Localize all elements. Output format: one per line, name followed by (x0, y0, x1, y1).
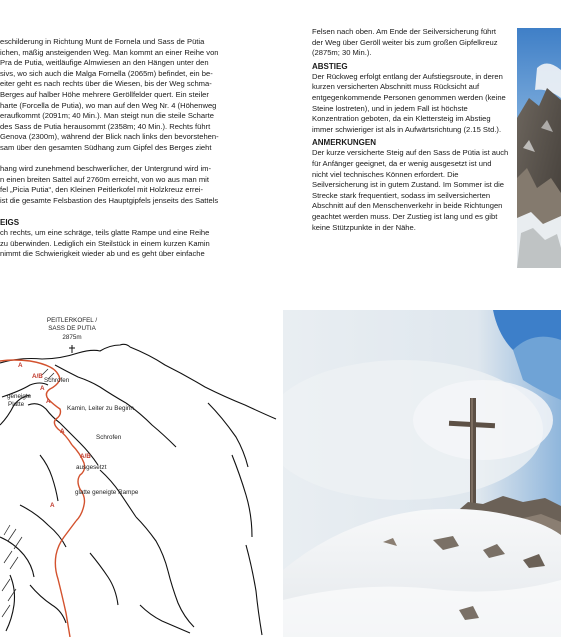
grade-label: A/B (32, 373, 43, 380)
feature-label-rampe: glatte geneigte Rampe (75, 489, 139, 496)
feature-label-geneigte: geneigte (7, 393, 32, 400)
feature-label-schrofen: Schrofen (44, 377, 70, 384)
text-line: fel „Picia Putia“, den Kleinen Peitlerkofel mit Holzkreuz errei- (0, 185, 204, 195)
text-line: Berges auf halber Höhe mehrere Geröllfelder quert. Ein steiler (0, 89, 209, 99)
text-line: n einen breiten Sattel auf 2760m erreicht, von wo aus man mit (0, 174, 209, 184)
grade-label: A/B (80, 453, 91, 460)
text-line: Genova (2300m), während der Blick nach links den bevorstehen- (0, 132, 219, 142)
summit-altitude: 2875m (62, 334, 82, 341)
text-line: eraufkommt (2091m; 40 Min.). Man steigt nun die steile Scharte (0, 111, 214, 121)
right-text-column (312, 27, 509, 235)
text-line: ist die gesamte Felsbastion des Hauptgipfels jenseits des Sattels (0, 195, 219, 205)
grade-label: A (18, 362, 23, 369)
route-paragraph-2 (0, 164, 252, 206)
summit-cross-photo-image (283, 310, 561, 637)
left-text-column (0, 37, 252, 260)
feature-label-schrofen-2: Schrofen (96, 434, 122, 441)
route-topo-diagram (0, 305, 280, 637)
text-line: zu überwinden. Lediglich ein Steilstück in einem kurzen Kamin (0, 238, 210, 248)
mountain-photo-image (517, 28, 561, 268)
summit-name-line1: PEITLERKOFEL / (46, 317, 98, 324)
text-line: Pra de Putia, weitläufige Almwiesen an den Hängen unter den (0, 58, 209, 68)
text-line: ch rechts, um eine schräge, teils glatte Rampe und eine Reihe (0, 228, 210, 238)
feature-label-ausgesetzt: ausgesetzt (76, 464, 107, 471)
grade-label: A (46, 398, 51, 405)
anmerkungen-heading: ANMERKUNGEN (312, 138, 376, 148)
summit-cross-photo (283, 310, 561, 637)
text-line: sivs, wo sich auch die Malga Fornella (2065m) befindet, ein be- (0, 68, 213, 78)
grade-label: A (60, 428, 65, 435)
text-line: nimmt die Schwierigkeit wieder ab und es geht über einfache (0, 249, 205, 259)
text-line: hang wird zunehmend beschwerlicher, der Untergrund wird im- (0, 164, 212, 174)
anmerkungen-paragraph: Der kurze versicherte Steig auf den Sass de Pütia ist auch für Anfänger geeignet, da er wenig ausgesetzt ist und nicht viel technisches Können erfordert. Die Seilversicherung ist in gutem Zustand. Im Sommer ist die Strecke stark frequentiert, sodass im seilversicherten Abschnitt auf den Menschenverkehr in beide Richtungen geachtet werden muss. Der Zustieg ist lang und es gibt keine Stützpunkte in der Nähe. (312, 148, 509, 232)
route-paragraph-3 (0, 228, 252, 260)
route-paragraph-1 (0, 37, 252, 154)
text-line: sam über den gesamten Südhang zum Gipfel des Berges zieht (0, 142, 212, 152)
feature-label-kamin: Kamin, Leiter zu Beginn (67, 405, 134, 412)
mountain-photo (517, 28, 561, 268)
text-line: harte (Forcella de Putia), wo man auf den Weg Nr. 4 (Höhenweg (0, 100, 217, 110)
grade-label: A (40, 385, 45, 392)
grade-label: A (50, 502, 55, 509)
summit-marker (69, 345, 75, 353)
feature-label-platte: Platte (8, 401, 25, 408)
text-line: eiter geht es nach rechts über die Wiesen, bis der Weg schma- (0, 79, 212, 89)
text-line: des Sass de Putia herausommt (2358m; 40 Min.). Rechts führt (0, 121, 211, 131)
text-line: ichen, mäßig ansteigenden Weg. Man kommt an einer Reihe von (0, 47, 219, 57)
intro-paragraph: Felsen nach oben. Am Ende der Seilversicherung führt der Weg über Geröll weiter bis zum großen Gipfelkreuz (2875m; 30 Min.). (312, 27, 498, 58)
abstieg-paragraph: Der Rückweg erfolgt entlang der Aufstiegsroute, in deren kurzen versicherten Abschnitt muss Rücksicht auf entgegenkommende Personen genommen werden (keine Steine lostreten), und in jedem Fall ist höchste Konzentration geboten, da ein Klettersteig im Abstieg immer schwieriger ist als in Aufwärtsrichtung (2.15 Std.). (312, 71, 506, 134)
section-heading: EIGS (0, 218, 20, 228)
text-line: eschilderung in Richtung Munt de Fornela und Sass de Pütia (0, 37, 205, 46)
summit-name-line2: SASS DE PUTIA (48, 325, 96, 332)
abstieg-heading: ABSTIEG (312, 61, 348, 71)
